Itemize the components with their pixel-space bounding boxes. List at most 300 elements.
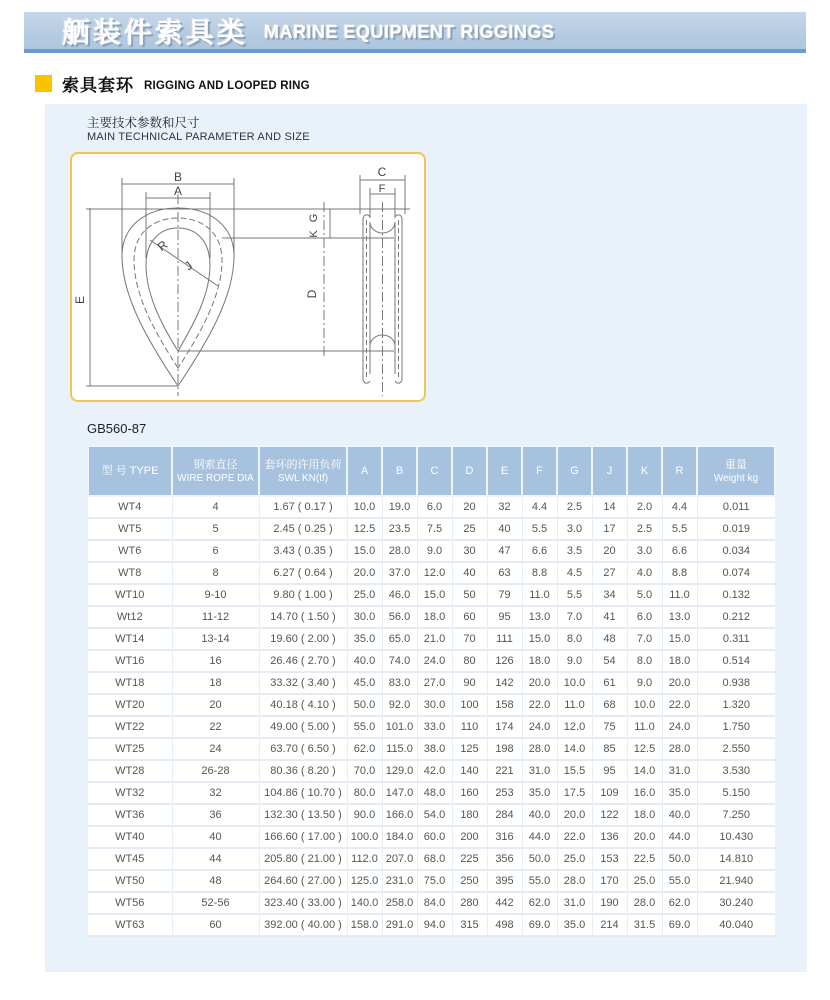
table-cell: WT32 <box>88 782 172 804</box>
table-cell: 0.019 <box>697 518 775 540</box>
table-cell: 160 <box>452 782 487 804</box>
table-cell: 69.0 <box>522 914 557 936</box>
table-cell: WT28 <box>88 760 172 782</box>
table-cell: 126 <box>487 650 522 672</box>
table-cell: 0.074 <box>697 562 775 584</box>
table-cell: 22 <box>172 716 259 738</box>
table-cell: 19.60 ( 2.00 ) <box>259 628 347 650</box>
table-cell: 92.0 <box>382 694 417 716</box>
table-row <box>88 540 775 562</box>
table-cell: 7.0 <box>557 606 592 628</box>
table-cell: 3.0 <box>557 518 592 540</box>
table-cell: 225 <box>452 848 487 870</box>
table-cell: 100.0 <box>347 826 382 848</box>
table-cell: 100 <box>452 694 487 716</box>
table-cell: 54 <box>592 650 627 672</box>
table-cell: 11.0 <box>662 584 697 606</box>
table-cell: 23.5 <box>382 518 417 540</box>
table-cell: 25.0 <box>627 870 662 892</box>
table-cell: 60 <box>452 606 487 628</box>
table-cell: 1.320 <box>697 694 775 716</box>
table-cell: 60.0 <box>417 826 452 848</box>
table-cell: 50.0 <box>522 848 557 870</box>
table-cell: 56.0 <box>382 606 417 628</box>
table-cell: 129.0 <box>382 760 417 782</box>
table-cell: 24 <box>172 738 259 760</box>
table-cell: 44 <box>172 848 259 870</box>
table-cell: 75.0 <box>417 870 452 892</box>
table-cell: 4.0 <box>627 562 662 584</box>
table-cell: 395 <box>487 870 522 892</box>
content-panel <box>45 104 807 972</box>
table-cell: 22.0 <box>522 694 557 716</box>
table-cell: 4.4 <box>662 496 697 518</box>
table-cell: WT10 <box>88 584 172 606</box>
table-cell: 28.0 <box>557 870 592 892</box>
table-cell: 18 <box>172 672 259 694</box>
table-header-cell <box>88 446 172 496</box>
table-cell: 8 <box>172 562 259 584</box>
table-header-cell <box>662 446 697 496</box>
table-cell: 6.0 <box>417 496 452 518</box>
dim-label-a: A <box>173 184 183 198</box>
table-cell: 5.5 <box>557 584 592 606</box>
table-cell: 0.132 <box>697 584 775 606</box>
table-cell: 33.0 <box>417 716 452 738</box>
table-row <box>88 628 775 650</box>
table-cell: 4.5 <box>557 562 592 584</box>
table-cell: 498 <box>487 914 522 936</box>
table-row <box>88 870 775 892</box>
table-cell: 40.0 <box>522 804 557 826</box>
table-cell: 142 <box>487 672 522 694</box>
table-cell: 11.0 <box>627 716 662 738</box>
table-cell: 10.430 <box>697 826 775 848</box>
table-header-label: 型 号 TYPE <box>101 465 159 477</box>
table-cell: 84.0 <box>417 892 452 914</box>
table-cell: 12.0 <box>417 562 452 584</box>
table-cell: 40.0 <box>662 804 697 826</box>
table-cell: 80.0 <box>347 782 382 804</box>
table-cell: 140 <box>452 760 487 782</box>
table-header-label: K <box>640 465 649 477</box>
spec-table <box>87 445 776 937</box>
table-row <box>88 848 775 870</box>
table-cell: 16.0 <box>627 782 662 804</box>
table-cell: 27 <box>592 562 627 584</box>
table-cell: 32 <box>172 782 259 804</box>
table-cell: 28.0 <box>662 738 697 760</box>
table-cell: 174 <box>487 716 522 738</box>
table-cell: 18.0 <box>417 606 452 628</box>
table-cell: 20 <box>172 694 259 716</box>
table-cell: 166.0 <box>382 804 417 826</box>
table-cell: 40 <box>452 562 487 584</box>
table-cell: 284 <box>487 804 522 826</box>
table-cell: 24.0 <box>662 716 697 738</box>
param-title-en: MAIN TECHNICAL PARAMETER AND SIZE <box>87 131 310 143</box>
table-cell: 46.0 <box>382 584 417 606</box>
table-header-cell <box>522 446 557 496</box>
table-cell: 207.0 <box>382 848 417 870</box>
table-header-label: A <box>360 465 369 477</box>
table-cell: 40 <box>487 518 522 540</box>
table-cell: 20 <box>592 540 627 562</box>
table-cell: 44.0 <box>662 826 697 848</box>
table-cell: 22.0 <box>662 694 697 716</box>
dim-label-j: J <box>181 258 196 274</box>
table-cell: 6.6 <box>662 540 697 562</box>
table-cell: 30.0 <box>417 694 452 716</box>
table-cell: 62.0 <box>522 892 557 914</box>
table-cell: 45.0 <box>347 672 382 694</box>
table-cell: 158.0 <box>347 914 382 936</box>
table-cell: 3.0 <box>627 540 662 562</box>
table-header-cell <box>382 446 417 496</box>
table-cell: 8.8 <box>522 562 557 584</box>
table-header-cell <box>592 446 627 496</box>
table-row <box>88 914 775 936</box>
table-cell: 11.0 <box>522 584 557 606</box>
table-cell: 90.0 <box>347 804 382 826</box>
table-cell: WT18 <box>88 672 172 694</box>
yellow-bullet-icon <box>35 75 52 92</box>
table-cell: WT4 <box>88 496 172 518</box>
table-cell: 323.40 ( 33.00 ) <box>259 892 347 914</box>
table-cell: 9.80 ( 1.00 ) <box>259 584 347 606</box>
table-cell: 68.0 <box>417 848 452 870</box>
table-cell: 6 <box>172 540 259 562</box>
table-header-label: C <box>430 465 439 477</box>
spec-table-body <box>88 496 775 936</box>
table-cell: 27.0 <box>417 672 452 694</box>
table-cell: 5.5 <box>662 518 697 540</box>
table-cell: 40.040 <box>697 914 775 936</box>
table-cell: 125 <box>452 738 487 760</box>
table-cell: 83.0 <box>382 672 417 694</box>
table-cell: 52-56 <box>172 892 259 914</box>
dim-label-k: K <box>308 230 320 238</box>
table-cell: 14.70 ( 1.50 ) <box>259 606 347 628</box>
table-cell: 0.311 <box>697 628 775 650</box>
table-cell: 20.0 <box>522 672 557 694</box>
table-cell: 12.5 <box>627 738 662 760</box>
table-cell: 18.0 <box>522 650 557 672</box>
table-cell: 17 <box>592 518 627 540</box>
table-cell: 356 <box>487 848 522 870</box>
table-cell: 6.27 ( 0.64 ) <box>259 562 347 584</box>
table-cell: 21.940 <box>697 870 775 892</box>
table-header-cell <box>417 446 452 496</box>
table-header-label: SWL KN(tf) <box>277 472 329 484</box>
table-cell: 10.0 <box>627 694 662 716</box>
table-header-cell <box>172 446 259 496</box>
table-cell: 111 <box>487 628 522 650</box>
table-cell: 80.36 ( 8.20 ) <box>259 760 347 782</box>
table-header-cell <box>487 446 522 496</box>
table-cell: 95 <box>592 760 627 782</box>
table-header-label: Weight kg <box>713 472 759 484</box>
table-cell: 38.0 <box>417 738 452 760</box>
table-cell: 9.0 <box>557 650 592 672</box>
table-cell: 0.034 <box>697 540 775 562</box>
table-cell: 70 <box>452 628 487 650</box>
table-cell: 30 <box>452 540 487 562</box>
table-cell: 7.250 <box>697 804 775 826</box>
table-cell: 104.86 ( 10.70 ) <box>259 782 347 804</box>
table-cell: 15.0 <box>347 540 382 562</box>
table-cell: 2.0 <box>627 496 662 518</box>
table-cell: 20 <box>452 496 487 518</box>
table-cell: 35.0 <box>557 914 592 936</box>
table-cell: 9.0 <box>417 540 452 562</box>
table-cell: 55.0 <box>347 716 382 738</box>
table-cell: 28.0 <box>627 892 662 914</box>
table-row <box>88 672 775 694</box>
table-row <box>88 518 775 540</box>
table-cell: 2.5 <box>557 496 592 518</box>
table-cell: 42.0 <box>417 760 452 782</box>
banner-title-cn: 舾装件索具类 <box>62 16 249 48</box>
table-cell: 21.0 <box>417 628 452 650</box>
table-cell: 14 <box>592 496 627 518</box>
table-cell: 65.0 <box>382 628 417 650</box>
table-cell: 24.0 <box>417 650 452 672</box>
table-row <box>88 562 775 584</box>
table-cell: 0.011 <box>697 496 775 518</box>
table-row <box>88 650 775 672</box>
table-cell: 20.0 <box>627 826 662 848</box>
table-cell: 60 <box>172 914 259 936</box>
table-cell: 31.5 <box>627 914 662 936</box>
table-cell: 41 <box>592 606 627 628</box>
table-cell: 16 <box>172 650 259 672</box>
table-cell: 63.70 ( 6.50 ) <box>259 738 347 760</box>
table-cell: 158 <box>487 694 522 716</box>
table-cell: 80 <box>452 650 487 672</box>
table-cell: 22.0 <box>557 826 592 848</box>
dim-label-c: C <box>377 165 387 179</box>
table-cell: 79 <box>487 584 522 606</box>
table-cell: 2.550 <box>697 738 775 760</box>
table-cell: 109 <box>592 782 627 804</box>
table-cell: 9.0 <box>627 672 662 694</box>
table-cell: WT25 <box>88 738 172 760</box>
table-cell: WT6 <box>88 540 172 562</box>
table-header-cell <box>627 446 662 496</box>
table-cell: 24.0 <box>522 716 557 738</box>
table-cell: 48 <box>592 628 627 650</box>
table-cell: 140.0 <box>347 892 382 914</box>
table-cell: 25 <box>452 518 487 540</box>
table-row <box>88 716 775 738</box>
table-cell: 90 <box>452 672 487 694</box>
table-cell: 184.0 <box>382 826 417 848</box>
table-cell: 253 <box>487 782 522 804</box>
table-cell: 170 <box>592 870 627 892</box>
table-cell: 12.0 <box>557 716 592 738</box>
table-cell: 115.0 <box>382 738 417 760</box>
table-cell: 34 <box>592 584 627 606</box>
table-cell: 26.46 ( 2.70 ) <box>259 650 347 672</box>
table-cell: 8.0 <box>627 650 662 672</box>
table-cell: 1.67 ( 0.17 ) <box>259 496 347 518</box>
table-cell: 63 <box>487 562 522 584</box>
table-cell: 47 <box>487 540 522 562</box>
table-cell: 18.0 <box>627 804 662 826</box>
table-cell: 25.0 <box>557 848 592 870</box>
table-cell: WT8 <box>88 562 172 584</box>
table-header-cell <box>557 446 592 496</box>
table-cell: 33.32 ( 3.40 ) <box>259 672 347 694</box>
table-cell: 44.0 <box>522 826 557 848</box>
table-cell: 14.810 <box>697 848 775 870</box>
technical-drawing-box <box>70 152 426 402</box>
page-banner <box>24 12 806 53</box>
table-cell: 13.0 <box>522 606 557 628</box>
table-cell: WT5 <box>88 518 172 540</box>
table-row <box>88 694 775 716</box>
table-cell: 6.6 <box>522 540 557 562</box>
table-cell: 85 <box>592 738 627 760</box>
table-cell: 110 <box>452 716 487 738</box>
dim-label-r: R <box>154 237 171 255</box>
table-cell: 12.5 <box>347 518 382 540</box>
section-heading <box>35 71 310 96</box>
table-cell: 200 <box>452 826 487 848</box>
table-header-label: F <box>536 465 543 477</box>
table-row <box>88 782 775 804</box>
table-cell: 75 <box>592 716 627 738</box>
table-cell: 5.0 <box>627 584 662 606</box>
table-cell: 95 <box>487 606 522 628</box>
dim-label-e: E <box>73 295 87 305</box>
table-cell: 3.43 ( 0.35 ) <box>259 540 347 562</box>
table-cell: 2.45 ( 0.25 ) <box>259 518 347 540</box>
table-cell: 35.0 <box>662 782 697 804</box>
table-cell: 8.0 <box>557 628 592 650</box>
table-header-label: WIRE ROPE DIA <box>177 472 254 484</box>
table-cell: 36 <box>172 804 259 826</box>
table-cell: 19.0 <box>382 496 417 518</box>
table-cell: 69.0 <box>662 914 697 936</box>
table-cell: Wt12 <box>88 606 172 628</box>
table-cell: 70.0 <box>347 760 382 782</box>
table-cell: 55.0 <box>662 870 697 892</box>
table-header-label: 重量 <box>725 458 747 471</box>
table-cell: 392.00 ( 40.00 ) <box>259 914 347 936</box>
table-cell: 35.0 <box>522 782 557 804</box>
table-cell: 14.0 <box>627 760 662 782</box>
table-header-label: J <box>606 465 613 477</box>
thimble-drawing <box>72 154 424 400</box>
dim-label-d: D <box>305 289 319 299</box>
table-header-label: B <box>395 465 404 477</box>
table-cell: WT14 <box>88 628 172 650</box>
table-cell: 54.0 <box>417 804 452 826</box>
table-cell: 11-12 <box>172 606 259 628</box>
table-cell: 94.0 <box>417 914 452 936</box>
table-row <box>88 804 775 826</box>
table-cell: 280 <box>452 892 487 914</box>
table-cell: 132.30 ( 13.50 ) <box>259 804 347 826</box>
table-cell: 442 <box>487 892 522 914</box>
table-cell: 55.0 <box>522 870 557 892</box>
table-header-label: G <box>570 465 579 477</box>
table-cell: 136 <box>592 826 627 848</box>
table-cell: 9-10 <box>172 584 259 606</box>
table-cell: 316 <box>487 826 522 848</box>
table-cell: 14.0 <box>557 738 592 760</box>
table-cell: 101.0 <box>382 716 417 738</box>
table-cell: 50.0 <box>662 848 697 870</box>
table-row <box>88 892 775 914</box>
section-title-cn: 索具套环 <box>62 76 134 95</box>
table-cell: 231.0 <box>382 870 417 892</box>
table-cell: 31.0 <box>557 892 592 914</box>
table-row <box>88 826 775 848</box>
table-cell: 15.5 <box>557 760 592 782</box>
table-cell: 48 <box>172 870 259 892</box>
table-cell: 7.5 <box>417 518 452 540</box>
table-cell: 40.0 <box>347 650 382 672</box>
table-header-label: E <box>500 465 509 477</box>
table-header-label: 套环的许用负荷 <box>264 458 342 471</box>
table-cell: 50.0 <box>347 694 382 716</box>
table-cell: 2.5 <box>627 518 662 540</box>
table-row <box>88 738 775 760</box>
table-cell: 68 <box>592 694 627 716</box>
table-cell: 40.18 ( 4.10 ) <box>259 694 347 716</box>
table-cell: 28.0 <box>382 540 417 562</box>
table-cell: 62.0 <box>347 738 382 760</box>
table-cell: 190 <box>592 892 627 914</box>
table-header-cell <box>259 446 347 496</box>
table-cell: 0.514 <box>697 650 775 672</box>
standard-number: GB560-87 <box>87 421 147 436</box>
table-cell: WT63 <box>88 914 172 936</box>
table-cell: 37.0 <box>382 562 417 584</box>
table-cell: 15.0 <box>522 628 557 650</box>
table-cell: 4 <box>172 496 259 518</box>
table-cell: 153 <box>592 848 627 870</box>
table-cell: 0.938 <box>697 672 775 694</box>
table-cell: 8.8 <box>662 562 697 584</box>
table-cell: 1.750 <box>697 716 775 738</box>
table-cell: 22.5 <box>627 848 662 870</box>
table-row <box>88 496 775 518</box>
table-row <box>88 606 775 628</box>
table-cell: 61 <box>592 672 627 694</box>
table-cell: 315 <box>452 914 487 936</box>
table-cell: 166.60 ( 17.00 ) <box>259 826 347 848</box>
dim-label-f: F <box>378 183 386 195</box>
table-header-label: 钢索直径 <box>193 458 238 471</box>
table-cell: 180 <box>452 804 487 826</box>
param-title-cn: 主要技术参数和尺寸 <box>87 116 200 130</box>
table-cell: 15.0 <box>662 628 697 650</box>
table-cell: 62.0 <box>662 892 697 914</box>
table-cell: WT36 <box>88 804 172 826</box>
table-cell: 3.530 <box>697 760 775 782</box>
table-cell: 20.0 <box>557 804 592 826</box>
table-cell: 264.60 ( 27.00 ) <box>259 870 347 892</box>
table-header-cell <box>452 446 487 496</box>
table-cell: 205.80 ( 21.00 ) <box>259 848 347 870</box>
table-cell: 20.0 <box>662 672 697 694</box>
table-cell: 5 <box>172 518 259 540</box>
table-cell: 10.0 <box>557 672 592 694</box>
